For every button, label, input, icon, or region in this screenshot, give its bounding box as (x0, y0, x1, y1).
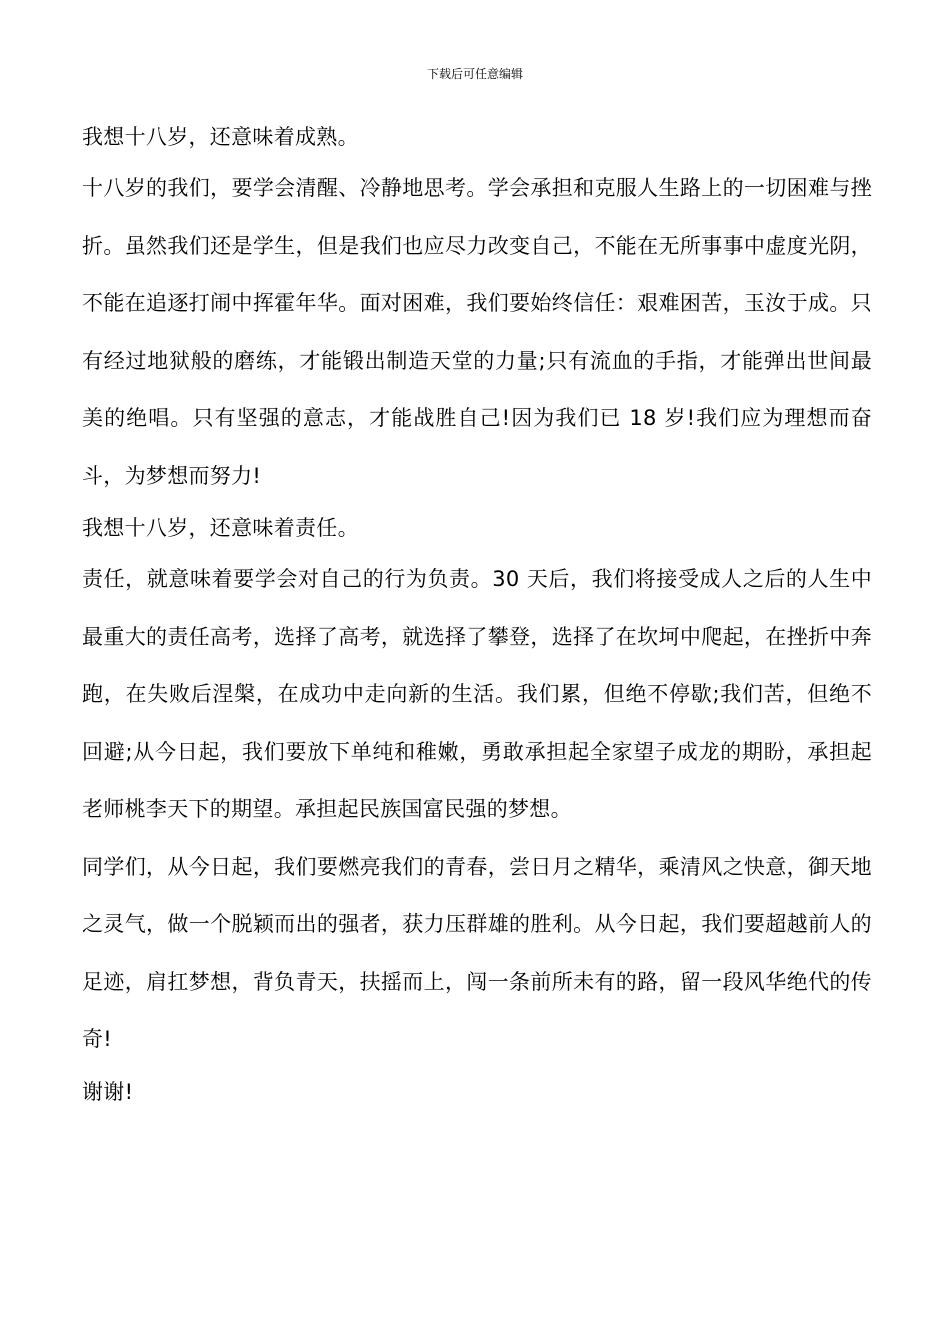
document-body (82, 114, 872, 1115)
paragraph-classmates: 同学们，从今日起，我们要燃亮我们的青春，尝日月之精华，乘清风之快意，御天地之灵气，做一个脱颖而出的强者，获力压群雄的胜利。从今日起，我们要超越前人的足迹，肩扛梦想，背负青天，扶摇而上，闯一条前所未有的路，留一段风华绝代的传奇! (82, 854, 872, 1051)
paragraph-responsibility-body: 责任，就意味着要学会对自己的行为负责。30 天后，我们将接受成人之后的人生中最重大的责任高考，选择了高考，就选择了攀登，选择了在坎坷中爬起，在挫折中奔跑，在失败后涅槃，在成功中走向新的生活。我们累，但绝不停歇;我们苦，但绝不回避;从今日起，我们要放下单纯和稚嫩，勇敢承担起全家望子成龙的期盼，承担起老师桃李天下的期望。承担起民族国富民强的梦想。 (82, 567, 872, 821)
paragraph-maturity-body: 十八岁的我们，要学会清醒、冷静地思考。学会承担和克服人生路上的一切困难与挫折。虽然我们还是学生，但是我们也应尽力改变自己，不能在无所事事中虚度光阴，不能在追逐打闹中挥霍年华。面对困难，我们要始终信任：艰难困苦，玉汝于成。只有经过地狱般的磨练，才能锻出制造天堂的力量;只有流血的手指，才能弹出世间最美的绝唱。只有坚强的意志，才能战胜自己!因为我们已 18 岁!我们应为理想而奋斗，为梦想而努力! (82, 176, 872, 488)
paragraph-thanks: 谢谢! (82, 1079, 134, 1104)
paragraph-maturity-heading: 我想十八岁，还意味着成熟。 (82, 125, 359, 149)
page-header: 下载后可任意编辑 (426, 67, 523, 81)
paragraph-responsibility-heading: 我想十八岁，还意味着责任。 (82, 516, 359, 540)
